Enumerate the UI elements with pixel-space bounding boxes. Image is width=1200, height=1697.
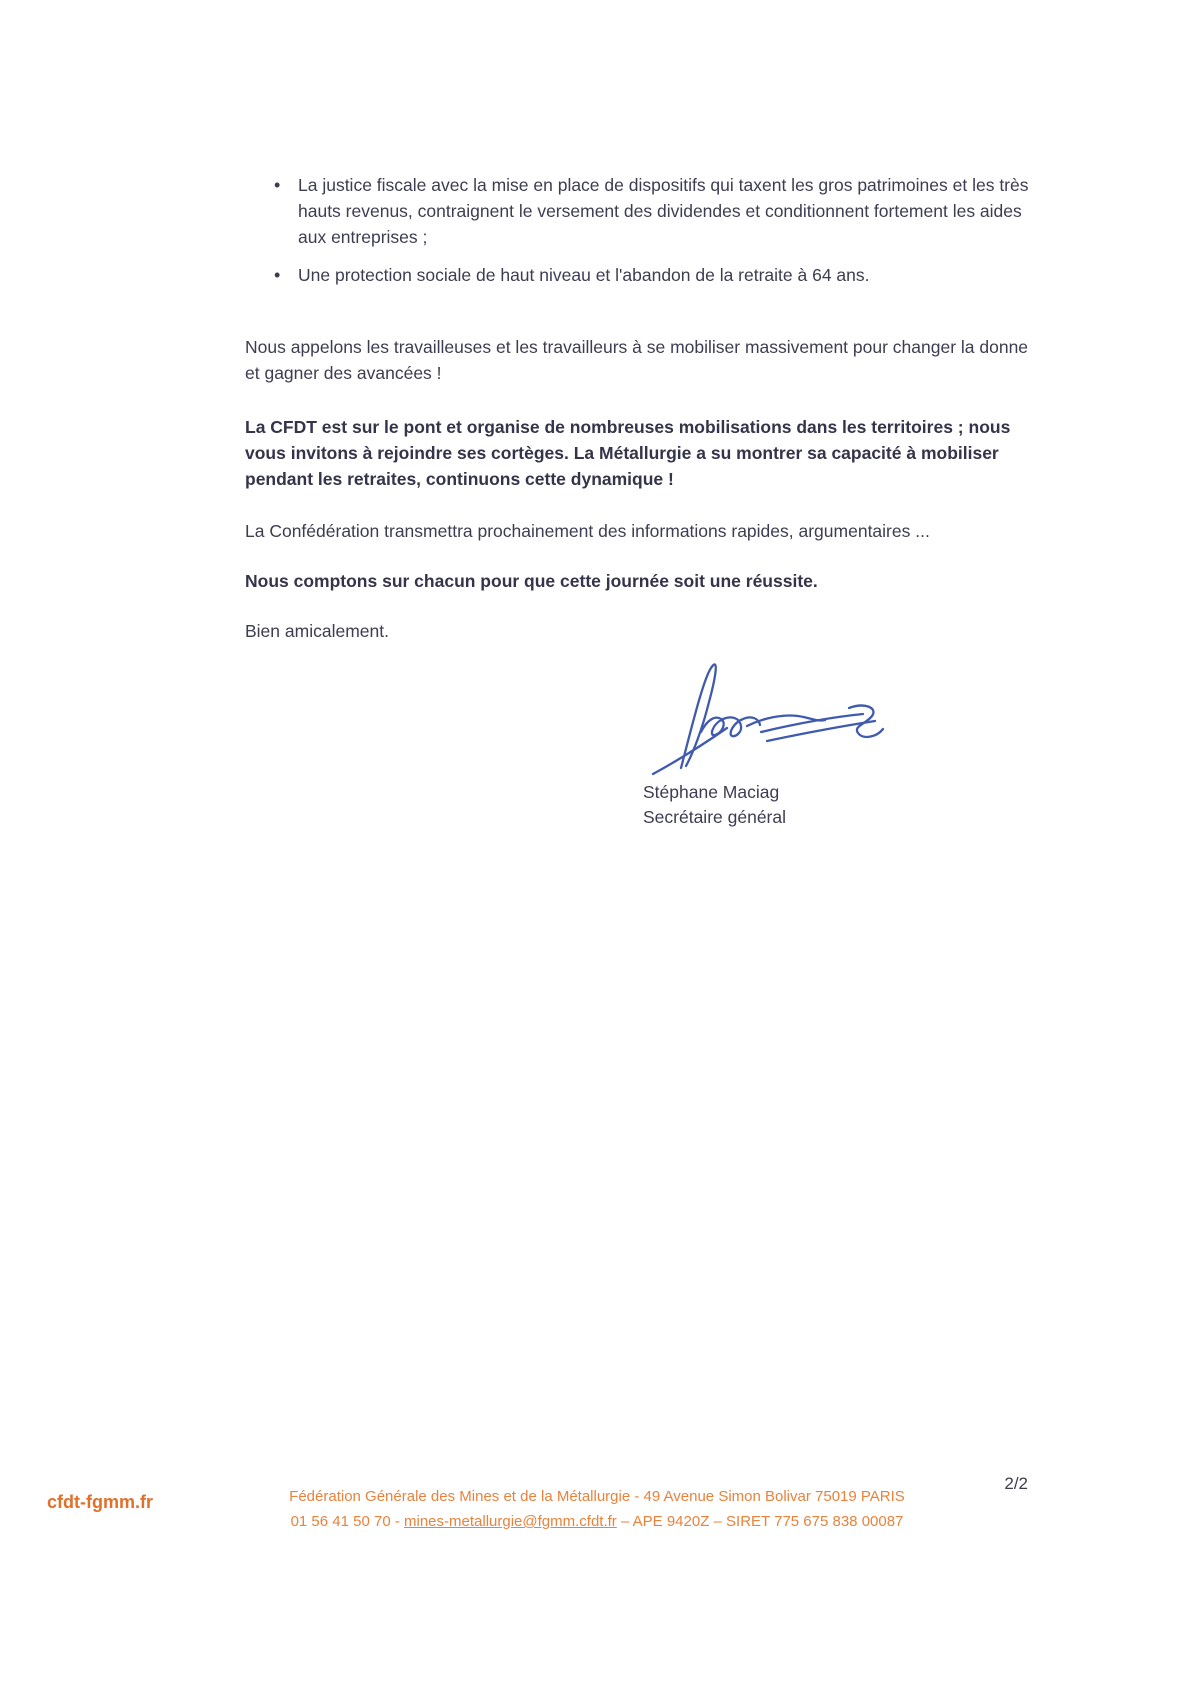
paragraph-cfdt-mobilisation: La CFDT est sur le pont et organise de nombreuses mobilisations dans les territoires ; nous vous invitons à rejoindre ses cortèges. La Métallurgie a su montrer sa capacité à mobiliser pendant les retraites, continuons cette dynamique !: [245, 417, 1011, 489]
signature-block: [643, 658, 943, 830]
handwritten-signature-icon: [643, 658, 895, 776]
footer-address-line: [167, 1484, 1027, 1509]
footer-address-block: [167, 1484, 1027, 1534]
paragraph-appeal: Nous appelons les travailleuses et les travailleurs à se mobiliser massivement pour changer la donne et gagner des avancées !: [245, 337, 1029, 383]
footer-siret: – APE 9420Z – SIRET 775 675 838 00087: [616, 1513, 904, 1530]
footer-phone: 01 56 41 50 70 -: [290, 1513, 405, 1530]
federation-address: Fédération Générale des Mines et de la Métallurgie - 49 Avenue Simon Bolivar 75019 PARIS: [289, 1488, 905, 1505]
letter-body: [245, 172, 1035, 830]
footer-contact-line: [167, 1509, 1027, 1534]
footer-email-link[interactable]: mines-metallurgie@fgmm.cfdt.fr: [404, 1513, 617, 1530]
paragraph-journee-reussite: Nous comptons sur chacun pour que cette journée soit une réussite.: [245, 571, 818, 591]
bullet-item: • Une protection sociale de haut niveau et l'abandon de la retraite à 64 ans.: [298, 262, 1035, 288]
footer-website: cfdt-fgmm.fr: [47, 1492, 153, 1512]
signatory-name: Stéphane Maciag: [643, 782, 780, 802]
bullet-list: [245, 172, 1035, 288]
signatory-title: Secrétaire général: [643, 807, 786, 827]
closing-salutation: Bien amicalement.: [245, 621, 389, 641]
paragraph-confederation: La Confédération transmettra prochainement des informations rapides, argumentaires ...: [245, 521, 930, 541]
bullet-item: • La justice fiscale avec la mise en place de dispositifs qui taxent les gros patrimoines et les très hauts revenus, contraignent le versement des dividendes et conditionnent fortement les aides aux entreprises ;: [298, 172, 1035, 250]
page-number: 2/2: [1004, 1474, 1028, 1493]
